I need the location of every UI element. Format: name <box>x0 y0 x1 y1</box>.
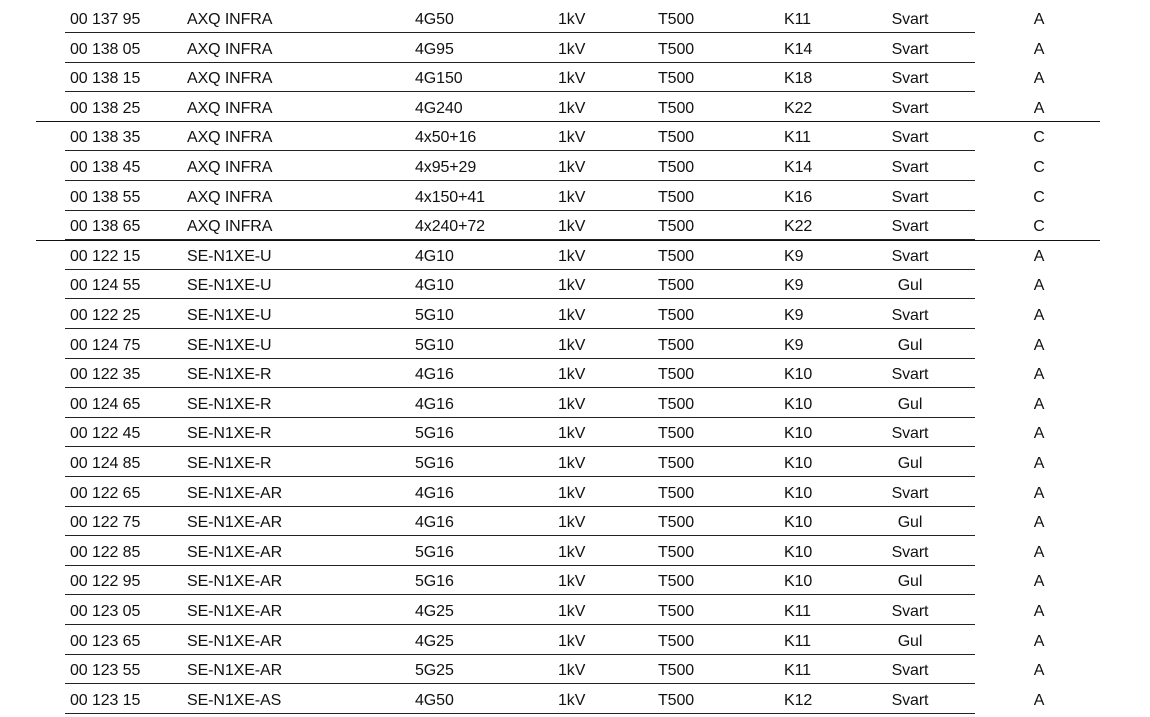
drum-type-cell: T500 <box>658 573 695 591</box>
voltage-cell: 1kV <box>558 395 586 413</box>
product-name-cell: AXQ INFRA <box>187 11 273 28</box>
voltage-cell: 1kV <box>558 129 586 147</box>
conductor-spec-cell: 5G16 <box>415 455 454 472</box>
voltage-cell: 1kV <box>558 573 586 591</box>
category-cell: A <box>1033 603 1045 620</box>
row-underline <box>65 683 975 684</box>
article-number-cell: 00 122 95 <box>70 573 141 591</box>
category-cell: C <box>1033 129 1045 147</box>
row-underline <box>65 594 975 595</box>
row-underline <box>65 150 975 151</box>
table-row <box>0 184 1150 214</box>
drum-type-cell: T500 <box>658 277 695 295</box>
color-cell: Svart <box>891 129 929 147</box>
article-number-cell: 00 138 45 <box>70 159 141 176</box>
article-number-cell: 00 124 55 <box>70 277 141 295</box>
product-name-cell: AXQ INFRA <box>187 40 273 58</box>
article-number-cell: 00 124 65 <box>70 395 141 413</box>
drum-size-cell: K10 <box>784 455 813 472</box>
product-name-cell: AXQ INFRA <box>187 218 273 236</box>
drum-type-cell: T500 <box>658 99 695 117</box>
conductor-spec-cell: 4G10 <box>415 247 454 265</box>
table-row <box>0 480 1150 510</box>
conductor-spec-cell: 5G10 <box>415 307 454 324</box>
category-cell: C <box>1033 218 1045 236</box>
table-row <box>0 272 1150 302</box>
color-cell: Gul <box>897 455 923 472</box>
conductor-spec-cell: 4G50 <box>415 691 454 709</box>
color-cell: Svart <box>891 11 929 28</box>
category-cell: A <box>1033 336 1045 354</box>
conductor-spec-cell: 4G95 <box>415 40 454 58</box>
table-row <box>0 628 1150 658</box>
drum-size-cell: K10 <box>784 425 813 443</box>
color-cell: Gul <box>897 277 923 295</box>
drum-type-cell: T500 <box>658 247 695 265</box>
drum-size-cell: K10 <box>784 484 813 502</box>
article-number-cell: 00 122 15 <box>70 247 141 265</box>
conductor-spec-cell: 5G16 <box>415 543 454 561</box>
color-cell: Svart <box>891 99 929 117</box>
drum-type-cell: T500 <box>658 662 695 680</box>
table-row <box>0 213 1150 243</box>
conductor-spec-cell: 4G150 <box>415 70 463 88</box>
drum-size-cell: K9 <box>784 307 804 324</box>
voltage-cell: 1kV <box>558 632 586 650</box>
table-row <box>0 243 1150 273</box>
conductor-spec-cell: 4G50 <box>415 11 454 28</box>
drum-size-cell: K14 <box>784 159 813 176</box>
table-row <box>0 95 1150 125</box>
table-row <box>0 302 1150 332</box>
conductor-spec-cell: 5G10 <box>415 336 454 354</box>
color-cell: Svart <box>891 603 929 620</box>
conductor-spec-cell: 4G16 <box>415 395 454 413</box>
article-number-cell: 00 124 75 <box>70 336 141 354</box>
conductor-spec-cell: 4x150+41 <box>415 188 485 206</box>
drum-type-cell: T500 <box>658 188 695 206</box>
drum-size-cell: K12 <box>784 691 813 709</box>
article-number-cell: 00 123 15 <box>70 691 141 709</box>
category-cell: C <box>1033 159 1045 176</box>
color-cell: Svart <box>891 159 929 176</box>
voltage-cell: 1kV <box>558 514 586 532</box>
table-row <box>0 65 1150 95</box>
color-cell: Svart <box>891 484 929 502</box>
voltage-cell: 1kV <box>558 336 586 354</box>
group-divider <box>36 121 1100 122</box>
table-row <box>0 332 1150 362</box>
table-row <box>0 36 1150 66</box>
color-cell: Svart <box>891 543 929 561</box>
conductor-spec-cell: 4G16 <box>415 514 454 532</box>
product-name-cell: SE-N1XE-AR <box>187 603 283 620</box>
color-cell: Svart <box>891 188 929 206</box>
drum-size-cell: K9 <box>784 277 804 295</box>
row-underline <box>65 506 975 507</box>
group-divider <box>36 240 1100 241</box>
table-row <box>0 420 1150 450</box>
voltage-cell: 1kV <box>558 603 586 620</box>
conductor-spec-cell: 5G16 <box>415 425 454 443</box>
drum-type-cell: T500 <box>658 40 695 58</box>
category-cell: A <box>1033 277 1045 295</box>
row-underline <box>65 624 975 625</box>
row-underline <box>65 387 975 388</box>
row-underline <box>65 210 975 211</box>
conductor-spec-cell: 4G16 <box>415 366 454 384</box>
conductor-spec-cell: 4G240 <box>415 99 463 117</box>
color-cell: Svart <box>891 662 929 680</box>
drum-size-cell: K9 <box>784 336 804 354</box>
drum-type-cell: T500 <box>658 366 695 384</box>
drum-type-cell: T500 <box>658 603 695 620</box>
row-underline <box>65 32 975 33</box>
table-row <box>0 509 1150 539</box>
drum-type-cell: T500 <box>658 218 695 236</box>
drum-type-cell: T500 <box>658 307 695 324</box>
drum-type-cell: T500 <box>658 11 695 28</box>
drum-size-cell: K10 <box>784 366 813 384</box>
product-name-cell: SE-N1XE-AR <box>187 484 283 502</box>
color-cell: Svart <box>891 70 929 88</box>
drum-type-cell: T500 <box>658 395 695 413</box>
product-name-cell: SE-N1XE-AR <box>187 632 283 650</box>
category-cell: A <box>1033 455 1045 472</box>
row-underline <box>65 62 975 63</box>
article-number-cell: 00 122 65 <box>70 484 141 502</box>
product-name-cell: AXQ INFRA <box>187 99 273 117</box>
category-cell: C <box>1033 188 1045 206</box>
drum-type-cell: T500 <box>658 691 695 709</box>
product-name-cell: AXQ INFRA <box>187 70 273 88</box>
drum-type-cell: T500 <box>658 70 695 88</box>
table-row <box>0 154 1150 184</box>
category-cell: A <box>1033 573 1045 591</box>
voltage-cell: 1kV <box>558 307 586 324</box>
color-cell: Svart <box>891 425 929 443</box>
voltage-cell: 1kV <box>558 425 586 443</box>
row-underline <box>65 328 975 329</box>
drum-size-cell: K9 <box>784 247 804 265</box>
product-name-cell: SE-N1XE-R <box>187 425 272 443</box>
category-cell: A <box>1033 247 1045 265</box>
voltage-cell: 1kV <box>558 218 586 236</box>
drum-size-cell: K11 <box>784 129 811 147</box>
row-underline <box>65 446 975 447</box>
voltage-cell: 1kV <box>558 188 586 206</box>
product-name-cell: AXQ INFRA <box>187 188 273 206</box>
article-number-cell: 00 138 05 <box>70 40 141 58</box>
row-underline <box>65 269 975 270</box>
product-name-cell: SE-N1XE-R <box>187 395 272 413</box>
voltage-cell: 1kV <box>558 159 586 176</box>
conductor-spec-cell: 4x50+16 <box>415 129 477 147</box>
article-number-cell: 00 124 85 <box>70 455 141 472</box>
article-number-cell: 00 122 35 <box>70 366 141 384</box>
category-cell: A <box>1033 395 1045 413</box>
category-cell: A <box>1033 99 1045 117</box>
color-cell: Gul <box>897 336 923 354</box>
conductor-spec-cell: 4x95+29 <box>415 159 477 176</box>
drum-size-cell: K11 <box>784 662 811 680</box>
product-name-cell: SE-N1XE-U <box>187 277 272 295</box>
category-cell: A <box>1033 366 1045 384</box>
row-underline <box>65 91 975 92</box>
product-name-cell: SE-N1XE-U <box>187 336 272 354</box>
drum-size-cell: K11 <box>784 11 811 28</box>
category-cell: A <box>1033 425 1045 443</box>
voltage-cell: 1kV <box>558 366 586 384</box>
conductor-spec-cell: 4G16 <box>415 484 454 502</box>
color-cell: Svart <box>891 691 929 709</box>
category-cell: A <box>1033 543 1045 561</box>
product-name-cell: SE-N1XE-AR <box>187 543 283 561</box>
table-row <box>0 361 1150 391</box>
product-name-cell: AXQ INFRA <box>187 129 273 147</box>
color-cell: Gul <box>897 632 923 650</box>
category-cell: A <box>1033 632 1045 650</box>
row-underline <box>65 565 975 566</box>
voltage-cell: 1kV <box>558 455 586 472</box>
voltage-cell: 1kV <box>558 484 586 502</box>
table-row <box>0 124 1150 154</box>
product-name-cell: SE-N1XE-AR <box>187 662 283 680</box>
color-cell: Gul <box>897 514 923 532</box>
product-name-cell: AXQ INFRA <box>187 159 273 176</box>
article-number-cell: 00 123 05 <box>70 603 141 620</box>
category-cell: A <box>1033 40 1045 58</box>
drum-size-cell: K11 <box>784 603 811 620</box>
article-number-cell: 00 123 65 <box>70 632 141 650</box>
voltage-cell: 1kV <box>558 277 586 295</box>
row-underline <box>65 476 975 477</box>
table-row <box>0 6 1150 36</box>
drum-size-cell: K22 <box>784 218 813 236</box>
color-cell: Svart <box>891 366 929 384</box>
article-number-cell: 00 138 35 <box>70 129 141 147</box>
table-row <box>0 450 1150 480</box>
color-cell: Svart <box>891 307 929 324</box>
drum-type-cell: T500 <box>658 455 695 472</box>
row-underline <box>65 535 975 536</box>
drum-type-cell: T500 <box>658 514 695 532</box>
product-name-cell: SE-N1XE-U <box>187 307 272 324</box>
conductor-spec-cell: 5G16 <box>415 573 454 591</box>
article-number-cell: 00 137 95 <box>70 11 141 28</box>
conductor-spec-cell: 4G25 <box>415 632 454 650</box>
drum-size-cell: K18 <box>784 70 813 88</box>
conductor-spec-cell: 4x240+72 <box>415 218 485 236</box>
table-row <box>0 687 1150 717</box>
article-number-cell: 00 138 25 <box>70 99 141 117</box>
row-underline <box>65 358 975 359</box>
drum-size-cell: K10 <box>784 543 813 561</box>
drum-type-cell: T500 <box>658 425 695 443</box>
color-cell: Gul <box>897 573 923 591</box>
voltage-cell: 1kV <box>558 662 586 680</box>
category-cell: A <box>1033 514 1045 532</box>
product-name-cell: SE-N1XE-R <box>187 455 272 472</box>
drum-size-cell: K10 <box>784 395 813 413</box>
category-cell: A <box>1033 70 1045 88</box>
category-cell: A <box>1033 691 1045 709</box>
category-cell: A <box>1033 484 1045 502</box>
article-number-cell: 00 123 55 <box>70 662 141 680</box>
voltage-cell: 1kV <box>558 40 586 58</box>
drum-size-cell: K10 <box>784 573 813 591</box>
product-name-cell: SE-N1XE-AR <box>187 573 283 591</box>
row-underline <box>65 298 975 299</box>
row-underline <box>65 417 975 418</box>
table-row <box>0 391 1150 421</box>
article-number-cell: 00 122 75 <box>70 514 141 532</box>
voltage-cell: 1kV <box>558 691 586 709</box>
color-cell: Gul <box>897 395 923 413</box>
article-number-cell: 00 138 15 <box>70 70 141 88</box>
article-number-cell: 00 122 85 <box>70 543 141 561</box>
table-row <box>0 598 1150 628</box>
drum-type-cell: T500 <box>658 632 695 650</box>
color-cell: Svart <box>891 247 929 265</box>
drum-type-cell: T500 <box>658 336 695 354</box>
row-underline <box>65 654 975 655</box>
article-number-cell: 00 138 55 <box>70 188 141 206</box>
category-cell: A <box>1033 307 1045 324</box>
voltage-cell: 1kV <box>558 70 586 88</box>
drum-type-cell: T500 <box>658 159 695 176</box>
product-name-cell: SE-N1XE-AR <box>187 514 283 532</box>
conductor-spec-cell: 4G25 <box>415 603 454 620</box>
product-name-cell: SE-N1XE-R <box>187 366 272 384</box>
conductor-spec-cell: 5G25 <box>415 662 454 680</box>
drum-size-cell: K11 <box>784 632 811 650</box>
category-cell: A <box>1033 662 1045 680</box>
product-name-cell: SE-N1XE-U <box>187 247 272 265</box>
voltage-cell: 1kV <box>558 11 586 28</box>
category-cell: A <box>1033 11 1045 28</box>
article-number-cell: 00 138 65 <box>70 218 141 236</box>
drum-size-cell: K14 <box>784 40 813 58</box>
conductor-spec-cell: 4G10 <box>415 277 454 295</box>
drum-type-cell: T500 <box>658 484 695 502</box>
table-row <box>0 539 1150 569</box>
voltage-cell: 1kV <box>558 247 586 265</box>
drum-size-cell: K10 <box>784 514 813 532</box>
drum-size-cell: K22 <box>784 99 813 117</box>
table-row <box>0 657 1150 687</box>
voltage-cell: 1kV <box>558 543 586 561</box>
article-number-cell: 00 122 45 <box>70 425 141 443</box>
voltage-cell: 1kV <box>558 99 586 117</box>
drum-size-cell: K16 <box>784 188 813 206</box>
drum-type-cell: T500 <box>658 543 695 561</box>
table-row <box>0 568 1150 598</box>
product-name-cell: SE-N1XE-AS <box>187 691 282 709</box>
article-number-cell: 00 122 25 <box>70 307 141 324</box>
color-cell: Svart <box>891 40 929 58</box>
color-cell: Svart <box>891 218 929 236</box>
row-underline <box>65 180 975 181</box>
drum-type-cell: T500 <box>658 129 695 147</box>
